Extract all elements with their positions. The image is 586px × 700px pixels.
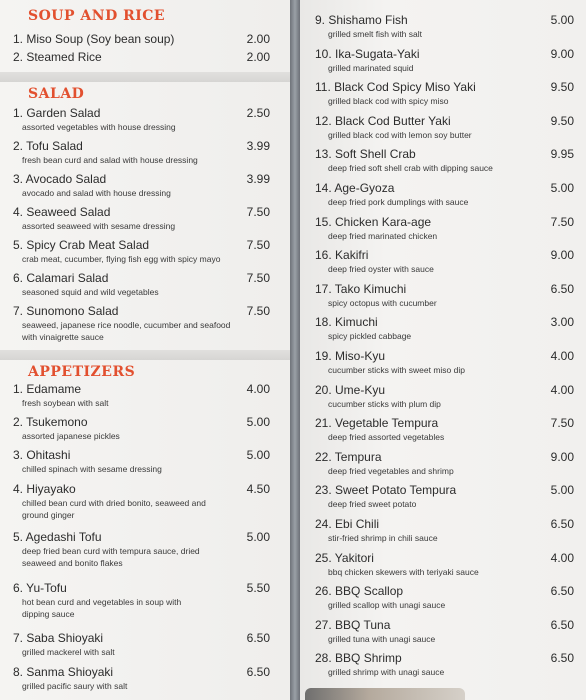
item-description: hot bean curd and vegetables in soup with	[22, 597, 182, 607]
item-name: 24. Ebi Chili	[315, 517, 380, 531]
item-name: 1. Miso Soup (Soy bean soup)	[13, 32, 175, 46]
item-price: 5.00	[550, 181, 574, 195]
item-description: cucumber sticks with plum dip	[328, 399, 441, 409]
item-name: 17. Tako Kimuchi	[315, 282, 407, 296]
item-description: seaweed, japanese rice noodle, cucumber and seafood	[22, 320, 231, 330]
item-name: 7. Saba Shioyaki	[13, 631, 104, 645]
item-price: 9.50	[550, 80, 574, 94]
item-description: grilled pacific saury with salt	[22, 681, 128, 691]
item-price: 7.50	[550, 416, 574, 430]
item-price: 7.50	[246, 304, 270, 318]
item-price: 5.00	[550, 483, 574, 497]
item-name: 14. Age-Gyoza	[315, 181, 395, 195]
item-price: 6.50	[550, 584, 574, 598]
item-description: stir-fried shrimp in chili sauce	[328, 533, 438, 543]
item-price: 9.00	[550, 248, 574, 262]
item-price: 7.50	[246, 238, 270, 252]
item-name: 25. Yakitori	[315, 551, 374, 565]
item-description: chilled bean curd with dried bonito, seaweed and	[22, 498, 206, 508]
item-name: 8. Sanma Shioyaki	[13, 665, 114, 679]
item-description: deep fried assorted vegetables	[328, 432, 445, 442]
section-title-salad: SALAD	[28, 86, 85, 102]
item-description: spicy octopus with cucumber	[328, 298, 437, 308]
item-name: 2. Tofu Salad	[13, 139, 83, 153]
item-price: 6.50	[550, 282, 574, 296]
item-description: deep fried pork dumplings with sauce	[328, 197, 469, 207]
item-name: 5. Agedashi Tofu	[13, 530, 102, 544]
section-title-soup-and-rice: SOUP AND RICE	[28, 8, 166, 24]
item-name: 2. Steamed Rice	[13, 50, 102, 64]
item-price: 6.50	[550, 651, 574, 665]
item-price: 3.99	[246, 172, 270, 186]
item-description: deep fried sweet potato	[328, 499, 417, 509]
item-description: assorted seaweed with sesame dressing	[22, 221, 176, 231]
item-description: grilled shrimp with unagi sauce	[328, 667, 445, 677]
item-description: fresh soybean with salt	[22, 398, 109, 408]
menu-page-left	[0, 0, 290, 700]
item-description: grilled marinated squid	[328, 63, 414, 73]
item-price: 5.00	[246, 415, 270, 429]
item-description-cont: ground ginger	[22, 510, 75, 520]
item-description: spicy pickled cabbage	[328, 331, 412, 341]
item-name: 16. Kakifri	[315, 248, 369, 262]
item-name: 1. Edamame	[13, 382, 82, 396]
item-name: 18. Kimuchi	[315, 315, 378, 329]
item-description-cont: with vinaigrette sauce	[22, 332, 104, 342]
item-price: 5.50	[246, 581, 270, 595]
item-price: 9.50	[550, 114, 574, 128]
item-price: 6.50	[550, 618, 574, 632]
item-description: assorted japanese pickles	[22, 431, 120, 441]
section-divider	[0, 350, 290, 360]
item-price: 9.00	[550, 47, 574, 61]
item-price: 6.50	[246, 631, 270, 645]
item-description: assorted vegetables with house dressing	[22, 122, 176, 132]
item-description: grilled smelt fish with salt	[328, 29, 423, 39]
item-name: 3. Ohitashi	[13, 448, 71, 462]
item-description: cucumber sticks with sweet miso dip	[328, 365, 465, 375]
item-name: 10. Ika-Sugata-Yaki	[315, 47, 420, 61]
item-description: deep fried vegetables and shrimp	[328, 466, 454, 476]
item-price: 6.50	[550, 517, 574, 531]
plate-photo-edge	[305, 688, 465, 700]
section-title-appetizers: APPETIZERS	[28, 364, 136, 380]
item-description: seasoned squid and wild vegetables	[22, 287, 159, 297]
item-price: 7.50	[550, 215, 574, 229]
item-description: grilled black cod with lemon soy butter	[328, 130, 472, 140]
item-description: grilled black cod with spicy miso	[328, 96, 449, 106]
item-description: grilled scallop with unagi sauce	[328, 600, 446, 610]
item-price: 4.50	[246, 482, 270, 496]
item-description: deep fried marinated chicken	[328, 231, 438, 241]
item-description: crab meat, cucumber, flying fish egg with spicy mayo	[22, 254, 221, 264]
item-description-cont: seaweed and bonito flakes	[22, 558, 123, 568]
item-name: 4. Seaweed Salad	[13, 205, 111, 219]
item-description: grilled mackerel with salt	[22, 647, 115, 657]
item-description-cont: dipping sauce	[22, 609, 75, 619]
menu-page-right	[300, 0, 586, 700]
item-description: chilled spinach with sesame dressing	[22, 464, 162, 474]
item-name: 9. Shishamo Fish	[315, 13, 408, 27]
item-price: 3.99	[246, 139, 270, 153]
item-name: 6. Calamari Salad	[13, 271, 109, 285]
item-description: deep fried soft shell crab with dipping sauce	[328, 163, 493, 173]
item-price: 4.00	[246, 382, 270, 396]
item-description: bbq chicken skewers with teriyaki sauce	[328, 567, 479, 577]
item-price: 9.95	[550, 147, 574, 161]
item-name: 12. Black Cod Butter Yaki	[315, 114, 451, 128]
item-description: deep fried oyster with sauce	[328, 264, 434, 274]
section-divider	[0, 72, 290, 82]
item-name: 27. BBQ Tuna	[315, 618, 391, 632]
item-name: 21. Vegetable Tempura	[315, 416, 439, 430]
item-price: 5.00	[550, 13, 574, 27]
item-price: 2.50	[246, 106, 270, 120]
item-name: 28. BBQ Shrimp	[315, 651, 402, 665]
item-name: 11. Black Cod Spicy Miso Yaki	[315, 80, 476, 94]
item-price: 4.00	[550, 349, 574, 363]
item-description: avocado and salad with house dressing	[22, 188, 171, 198]
item-price: 6.50	[246, 665, 270, 679]
item-name: 26. BBQ Scallop	[315, 584, 404, 598]
item-name: 5. Spicy Crab Meat Salad	[13, 238, 150, 252]
item-price: 7.50	[246, 205, 270, 219]
item-price: 5.00	[246, 530, 270, 544]
item-name: 15. Chicken Kara-age	[315, 215, 432, 229]
item-price: 7.50	[246, 271, 270, 285]
item-name: 22. Tempura	[315, 450, 382, 464]
item-name: 6. Yu-Tofu	[13, 581, 67, 595]
page-gutter	[290, 0, 300, 700]
item-price: 4.00	[550, 551, 574, 565]
item-name: 7. Sunomono Salad	[13, 304, 119, 318]
item-name: 2. Tsukemono	[13, 415, 88, 429]
item-price: 2.00	[246, 50, 270, 64]
item-price: 5.00	[246, 448, 270, 462]
item-name: 4. Hiyayako	[13, 482, 76, 496]
item-name: 20. Ume-Kyu	[315, 383, 386, 397]
item-description: deep fried bean curd with tempura sauce, dried	[22, 546, 200, 556]
item-name: 13. Soft Shell Crab	[315, 147, 416, 161]
item-name: 1. Garden Salad	[13, 106, 101, 120]
item-name: 3. Avocado Salad	[13, 172, 107, 186]
item-price: 3.00	[550, 315, 574, 329]
item-description: fresh bean curd and salad with house dressing	[22, 155, 198, 165]
item-price: 2.00	[246, 32, 270, 46]
item-price: 4.00	[550, 383, 574, 397]
item-description: grilled tuna with unagi sauce	[328, 634, 436, 644]
item-name: 19. Miso-Kyu	[315, 349, 386, 363]
item-name: 23. Sweet Potato Tempura	[315, 483, 457, 497]
item-price: 9.00	[550, 450, 574, 464]
